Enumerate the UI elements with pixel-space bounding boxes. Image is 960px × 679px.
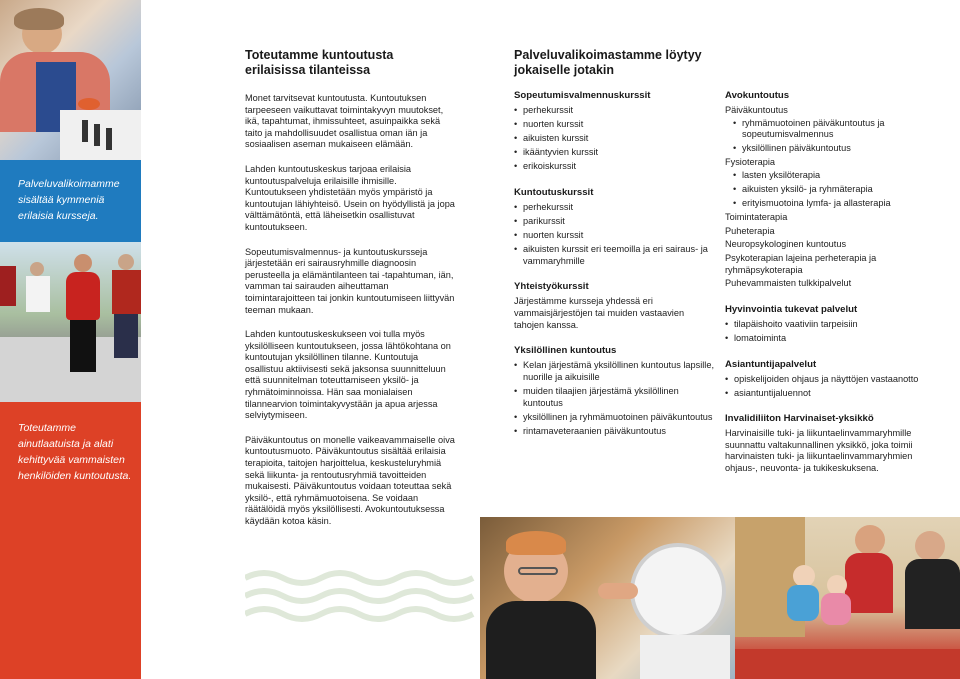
middle-heading: Toteutamme kuntoutusta erilaisissa tilanteissa: [245, 48, 394, 77]
photo-nordic-walking: [0, 242, 141, 402]
list-item: • muiden tilaajien järjestämä yksilöllinen kuntoutus: [514, 386, 714, 409]
section-text: Järjestämme kursseja yhdessä eri vammaisjärjestöjen tai muiden vastaavien tahojen kanssa.: [514, 296, 685, 330]
list-item: • Kelan järjestämä yksilöllinen kuntoutus lapsille, nuorille ja aikuisille: [514, 360, 714, 383]
photo-family-therapy: [735, 517, 960, 679]
paragraph-3: Sopeutumisvalmennus- ja kuntoutuskursseja järjestetään eri sairausryhmille diagnoosin perusteella ja elämäntilanteen tai -tapahtuman, iän, vamman tai sairauden aiheuttaman toimintarajoitteen tai jonkin kuntoutumiseen liittyvän teeman mukaan.: [245, 246, 455, 315]
list-item: • lasten yksilöterapia: [733, 170, 920, 182]
list-item: • yksilöllinen päiväkuntoutus: [733, 143, 920, 155]
paragraph-1: Monet tarvitsevat kuntoutusta. Kuntoutuksen tarpeeseen vaikuttavat toimintakyvyn muutokset, ikä, tapahtumat, ihmissuhteet, asuinpaikka sekä taito ja mahdollisuudet osallistua oman iän ja sosiaalisen aseman mukaiseen elämään.: [245, 93, 444, 150]
blue-info-band: [0, 160, 141, 242]
service-name: Fysioterapia: [725, 157, 776, 168]
service-name: Toimintaterapia: [725, 212, 788, 223]
bullet-list: [514, 202, 714, 267]
service-name: Päiväkuntoutus: [725, 105, 788, 115]
section-title: Asiantuntijapalvelut: [725, 358, 817, 370]
service-name: Psykoterapian lajeina perheterapia ja ryhmäpsykoterapia: [725, 253, 877, 275]
list-item: • aikuisten yksilö- ja ryhmäterapia: [733, 184, 920, 196]
paragraph-4: Lahden kuntoutuskeskukseen voi tulla myös yksilölliseen kuntoutukseen, jossa lähtökohtana on kuntoutujan yksilöllinen tilanne. Kuntoutuja osallistuu aktiivisesti sekä jaksonsa suunnitteluun että suunnitelman toteuttamiseen yksilö- ja ryhmätoiminnoissa. Hän saa monialaisen tilannearvion toimintakyvystään ja apua arjessa selviytymiseen.: [245, 329, 451, 421]
list-item: • yksilöllinen ja ryhmämuotoinen päiväkuntoutus: [514, 412, 714, 424]
services-column-2: [725, 90, 920, 475]
paragraph-2: Lahden kuntoutuskeskus tarjoaa erilaisia kuntoutuspalveluja erilaisille ihmisille. Kuntoutukseen yhdistetään myös ympäristö ja kuntoutujan lähiyhteisö. Usein on hyödyllistä ja jopa välttämätöntä, että läheisetkin osallistuvat kuntoutukseen.: [245, 163, 455, 232]
section-text: Harvinaisille tuki- ja liikuntaelinvammaryhmille suunnattu valtakunnallinen yksikkö, joka toimii harvinaisten tuki- ja liikuntaelinvammaryhmien ohjaus-, neuvonta- ja tukikeskuksena.: [725, 428, 913, 473]
list-item: • aikuisten kurssit eri teemoilla ja eri sairaus- ja vammaryhmille: [514, 244, 714, 267]
list-item: • nuorten kurssit: [514, 230, 714, 242]
list-item: • nuorten kurssit: [514, 119, 714, 131]
service-name: Puhevammaisten tulkkipalvelut: [725, 278, 852, 289]
blue-band-text: Palveluvalikoimamme sisältää kymmeniä erilaisia kursseja.: [18, 178, 120, 222]
list-item: • aikuisten kurssit: [514, 133, 714, 145]
list-item: • ikääntyvien kurssit: [514, 147, 714, 159]
service-name: Neuropsykologinen kuntoutus: [725, 239, 847, 250]
bullet-list: [733, 170, 920, 210]
list-item: • erikoiskurssit: [514, 161, 714, 173]
photo-woman-cooking: [0, 0, 141, 160]
red-info-band: [0, 402, 141, 679]
service-name: Puheterapia: [725, 225, 775, 236]
list-item: • perhekurssit: [514, 202, 714, 214]
photo-boy-exercise-bike: [480, 517, 735, 679]
section-title: Kuntoutuskurssit: [514, 186, 594, 198]
list-item: • erityismuotoina lymfa- ja allasterapia: [733, 198, 920, 210]
left-column: [0, 0, 141, 679]
bullet-list: [514, 105, 714, 173]
list-item: • asiantuntijaluennot: [725, 388, 920, 400]
list-item: • perhekurssit: [514, 105, 714, 117]
bullet-list: [733, 118, 920, 155]
list-item: • lomatoiminta: [725, 333, 920, 345]
paragraph-5: Päiväkuntoutus on monelle vaikeavammaiselle oiva kuntoutusmuoto. Päiväkuntoutus sisältää erilaisia terapioita, taitojen harjoittelua, keskusteluryhmiä sekä liikunta- ja rentoutusryhmiä tavoitteiden mukaisesti. Päiväkuntoutus voidaan toteuttaa sekä yksilö-, että ryhmämuotoisena. Se voidaan räätälöidä myös yksilöllisesti. Avokuntoutuksessa käydään kotoa käsin.: [245, 434, 455, 526]
list-item: • ryhmämuotoinen päiväkuntoutus ja sopeutumisvalmennus: [733, 118, 920, 141]
middle-column: [245, 48, 457, 528]
bullet-list: [514, 360, 714, 437]
section-title: Invalidiliiton Harvinaiset-yksikkö: [725, 413, 874, 425]
bullet-list: [725, 374, 920, 400]
list-item: • tilapäishoito vaativiin tarpeisiin: [725, 319, 920, 331]
list-item: • parikurssit: [514, 216, 714, 228]
section-title: Yksilöllinen kuntoutus: [514, 345, 617, 357]
services-column-1: [514, 90, 714, 440]
right-heading-block: [514, 48, 744, 78]
right-heading: Palveluvalikoimastamme löytyy jokaiselle jotakin: [514, 48, 702, 77]
section-title: Sopeutumisvalmennuskurssit: [514, 90, 651, 101]
red-band-text: Toteutamme ainutlaatuista ja alati kehittyvää vammaisten henkilöiden kuntoutusta.: [18, 422, 132, 482]
section-title: Hyvinvointia tukevat palvelut: [725, 303, 858, 315]
list-item: • opiskelijoiden ohjaus ja näyttöjen vastaanotto: [725, 374, 920, 386]
bullet-list: [725, 319, 920, 345]
wave-decoration: [245, 566, 477, 626]
list-item: • rintamaveteraanien päiväkuntoutus: [514, 426, 714, 438]
section-title: Yhteistyökurssit: [514, 281, 589, 293]
section-title: Avokuntoutus: [725, 90, 790, 101]
